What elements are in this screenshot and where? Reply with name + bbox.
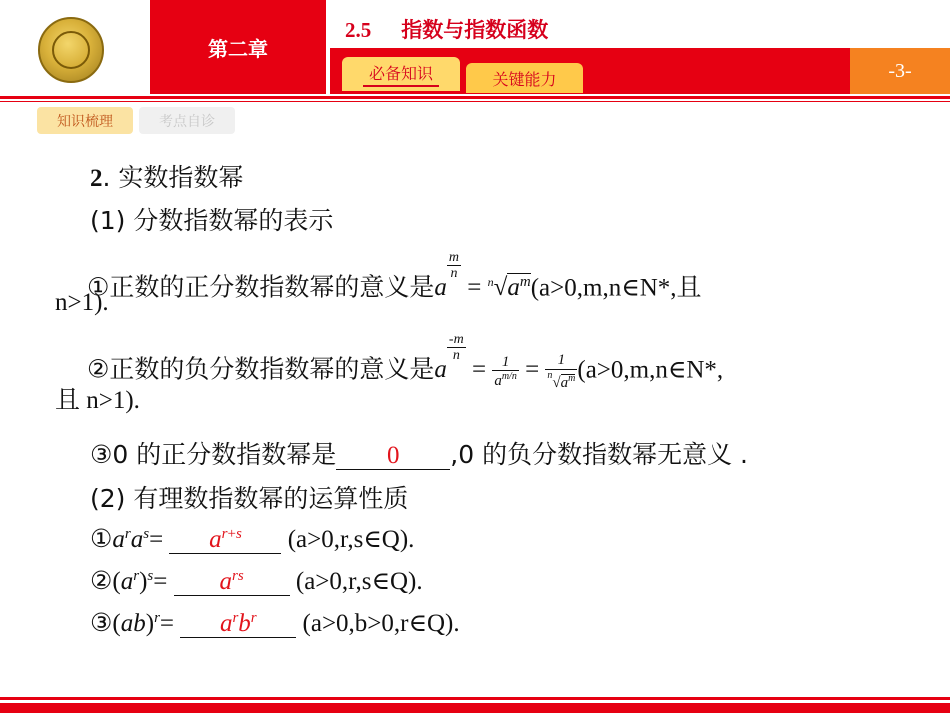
- item2-condition: (a>0,m,n∈N*,: [577, 356, 724, 384]
- section-title: [345, 14, 548, 44]
- item2-condition-cont: 且 n>1).: [55, 387, 140, 414]
- item3-line: [90, 440, 748, 471]
- heading-text: . 实数指数幂: [102, 163, 244, 192]
- section-number: 2.5: [345, 18, 372, 42]
- logo-inner-ring: [52, 31, 90, 69]
- item1-formula: a $\frac{m}{n}$ = $^n√a^m$: [434, 250, 531, 302]
- item3-suffix: ,0 的负分数指数幂无意义 .: [450, 440, 748, 469]
- rule3-lhs: ③(ab)$^r$=: [90, 610, 181, 637]
- tab-essential-knowledge-label: 必备知识: [363, 61, 439, 87]
- rule3-line: [90, 609, 460, 639]
- rule3-answer-blank: $a^rb^r$: [180, 611, 296, 638]
- logo-area: [0, 0, 148, 94]
- heading-line: [90, 163, 243, 194]
- item1-line: [87, 250, 702, 303]
- school-logo-icon: [38, 17, 104, 83]
- subheading-rational: (2) 有理数指数幂的运算性质: [90, 484, 409, 513]
- item2-line: [87, 332, 723, 391]
- tab-key-ability[interactable]: [466, 63, 583, 93]
- rule1-line: [90, 525, 414, 555]
- tab-key-ability-label: 关键能力: [492, 69, 557, 89]
- item2-formula: a $\frac{-m}{n}$ = $\frac{1}{a^{m/n}}$ = $\frac{1}{^n√a^m}$: [434, 332, 576, 391]
- subtab-self-test[interactable]: 考点自诊: [139, 107, 235, 134]
- header-divider: [0, 96, 950, 99]
- rule3-condition: (a>0,b>0,r∈Q).: [302, 610, 460, 637]
- rule1-answer-blank: $a^{r+s}$: [169, 527, 281, 554]
- tab-essential-knowledge[interactable]: [342, 57, 460, 91]
- rule2-condition: (a>0,r,s∈Q).: [295, 568, 423, 595]
- heading-number: 2: [90, 165, 103, 192]
- rule2-answer-blank: $a^{rs}$: [174, 569, 290, 596]
- subtab-knowledge-review[interactable]: 知识梳理: [37, 107, 133, 134]
- rule2-lhs: $②(a^r)^s=$: [90, 568, 174, 595]
- rule1-lhs: $①a^ra^s=$: [90, 526, 170, 553]
- page-number: -3-: [850, 48, 950, 94]
- subheading-fractional: (1) 分数指数幂的表示: [90, 206, 334, 235]
- chapter-label: 第二章: [150, 0, 326, 94]
- item1-condition: (a>0,m,n∈N*,且: [530, 274, 702, 302]
- item3-answer-blank: 0: [336, 443, 450, 470]
- item1-text: ①正数的正分数指数幂的意义是: [87, 272, 435, 302]
- footer-bar: [0, 703, 950, 713]
- item3-prefix: ③0 的正分数指数幂是: [90, 440, 337, 469]
- section-title-text: 指数与指数函数: [401, 18, 549, 42]
- footer-line: [0, 697, 950, 700]
- item1-condition-cont: n>1).: [55, 289, 109, 316]
- rule2-line: [90, 567, 423, 597]
- item2-text: ②正数的负分数指数幂的意义是: [87, 354, 435, 384]
- rule1-condition: (a>0,r,s∈Q).: [287, 526, 415, 553]
- header-divider-thin: [0, 101, 950, 102]
